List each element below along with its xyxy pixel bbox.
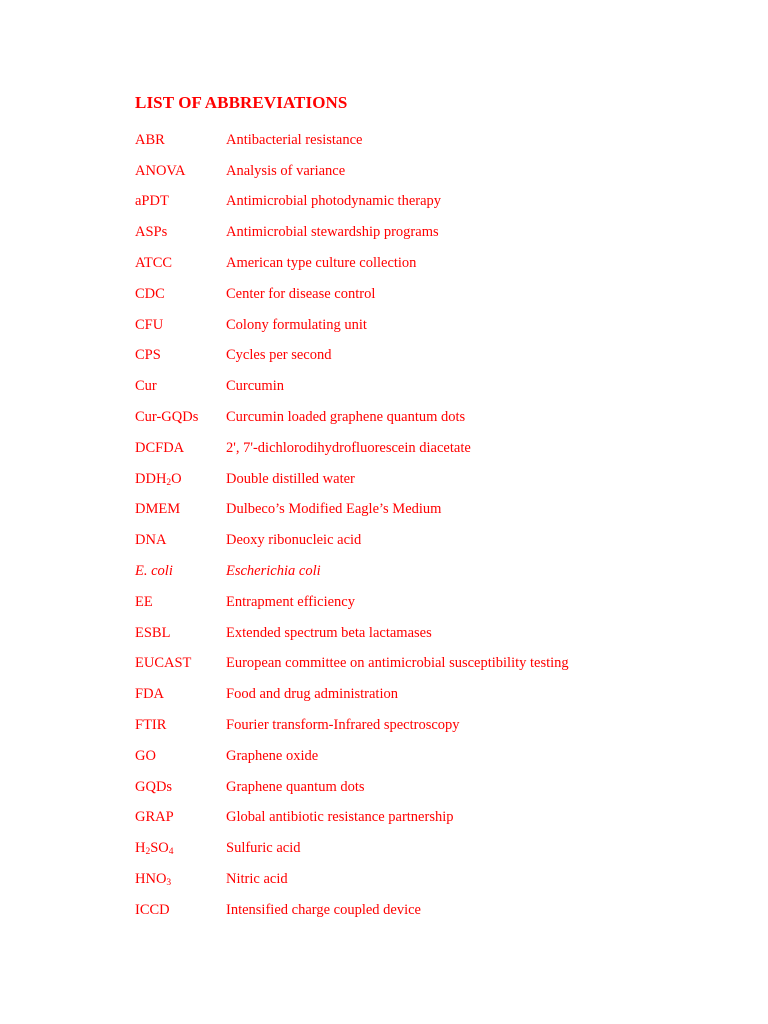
abbreviation-definition: Cycles per second — [226, 347, 332, 364]
abbreviation-definition: Colony formulating unit — [226, 316, 367, 333]
abbreviation-term: GQDs — [135, 778, 173, 795]
list-item — [135, 464, 735, 495]
list-item — [135, 187, 735, 218]
list-item — [135, 803, 735, 834]
abbreviation-term: ATCC — [135, 255, 173, 272]
abbreviation-definition: Deoxy ribonucleic acid — [226, 532, 362, 549]
abbreviation-part: SO — [150, 840, 169, 857]
abbreviation-term: ICCD — [135, 901, 170, 918]
abbreviation-subscript: 3 — [166, 878, 172, 889]
abbreviation-term: DCFDA — [135, 439, 185, 456]
abbreviation-definition: Entrapment efficiency — [226, 593, 355, 610]
abbreviation-term: EE — [135, 593, 153, 610]
list-item — [135, 556, 735, 587]
abbreviation-definition: Fourier transform-Infrared spectroscopy — [226, 717, 460, 734]
abbreviation-definition: Graphene oxide — [226, 747, 319, 764]
abbreviation-term: DNA — [135, 532, 167, 549]
list-item — [135, 279, 735, 310]
abbreviation-definition: Nitric acid — [226, 871, 288, 888]
abbreviation-definition: Double distilled water — [226, 470, 355, 487]
abbreviation-term: EUCAST — [135, 655, 192, 672]
abbreviation-definition: Food and drug administration — [226, 686, 398, 703]
list-item — [135, 833, 735, 864]
abbreviation-part: HNO — [135, 871, 167, 888]
abbreviation-definition: American type culture collection — [226, 255, 417, 272]
abbreviation-term: CFU — [135, 316, 164, 333]
abbreviation-part: DDH — [135, 470, 167, 487]
abbreviation-definition: Graphene quantum dots — [226, 778, 365, 795]
list-item — [135, 310, 735, 341]
list-item — [135, 371, 735, 402]
abbreviation-definition: Dulbeco’s Modified Eagle’s Medium — [226, 501, 442, 518]
list-item — [135, 217, 735, 248]
list-item — [135, 402, 735, 433]
list-item — [135, 772, 735, 803]
abbreviation-term: ASPs — [135, 224, 168, 241]
abbreviation-term: FDA — [135, 686, 165, 703]
list-item — [135, 649, 735, 680]
list-item — [135, 495, 735, 526]
abbreviation-term: GO — [135, 747, 156, 764]
list-item — [135, 679, 735, 710]
abbreviation-term: Cur-GQDs — [135, 409, 199, 426]
abbreviation-term: CDC — [135, 285, 165, 302]
abbreviation-definition: Sulfuric acid — [226, 840, 301, 857]
abbreviation-definition: Antimicrobial stewardship programs — [226, 224, 439, 241]
abbreviation-definition: Analysis of variance — [226, 162, 346, 179]
list-item — [135, 341, 735, 372]
abbreviation-term: DMEM — [135, 501, 181, 518]
abbreviation-subscript: 4 — [168, 847, 174, 858]
abbreviation-term: ABR — [135, 131, 165, 148]
abbreviation-term: ESBL — [135, 624, 171, 641]
abbreviation-definition: Extended spectrum beta lactamases — [226, 624, 432, 641]
abbreviation-term: E. coli — [135, 563, 173, 580]
abbreviation-part: O — [171, 470, 182, 487]
page-title: LIST OF ABBREVIATIONS — [135, 93, 348, 112]
abbreviation-term — [135, 871, 226, 888]
list-item — [135, 710, 735, 741]
abbreviation-definition: 2', 7'-dichlorodihydrofluorescein diacetate — [226, 439, 471, 456]
abbreviation-definition: Curcumin loaded graphene quantum dots — [226, 409, 466, 426]
abbreviation-list — [135, 125, 735, 926]
abbreviation-part: H — [135, 840, 146, 857]
list-item — [135, 525, 735, 556]
abbreviation-definition: Global antibiotic resistance partnership — [226, 809, 454, 826]
list-item — [135, 587, 735, 618]
abbreviation-term — [135, 471, 226, 488]
abbreviation-definition: European committee on antimicrobial susceptibility testing — [226, 655, 569, 672]
abbreviation-term: ANOVA — [135, 162, 186, 179]
list-item — [135, 895, 735, 926]
abbreviation-definition: Antibacterial resistance — [226, 131, 363, 148]
abbreviation-term: CPS — [135, 347, 161, 364]
list-item — [135, 248, 735, 279]
abbreviation-term — [135, 840, 226, 857]
abbreviation-definition: Center for disease control — [226, 285, 376, 302]
list-item — [135, 741, 735, 772]
abbreviation-definition: Curcumin — [226, 378, 284, 395]
abbreviation-term: aPDT — [135, 193, 169, 210]
list-item — [135, 125, 735, 156]
list-item — [135, 156, 735, 187]
abbreviation-subscript: 2 — [145, 847, 151, 858]
abbreviation-subscript: 2 — [166, 477, 172, 488]
abbreviation-term: FTIR — [135, 717, 167, 734]
abbreviation-definition: Intensified charge coupled device — [226, 901, 421, 918]
list-item — [135, 864, 735, 895]
abbreviation-term: GRAP — [135, 809, 174, 826]
list-item — [135, 433, 735, 464]
abbreviation-term: Cur — [135, 378, 157, 395]
list-item — [135, 618, 735, 649]
abbreviation-definition: Antimicrobial photodynamic therapy — [226, 193, 442, 210]
abbreviation-definition: Escherichia coli — [226, 563, 321, 580]
